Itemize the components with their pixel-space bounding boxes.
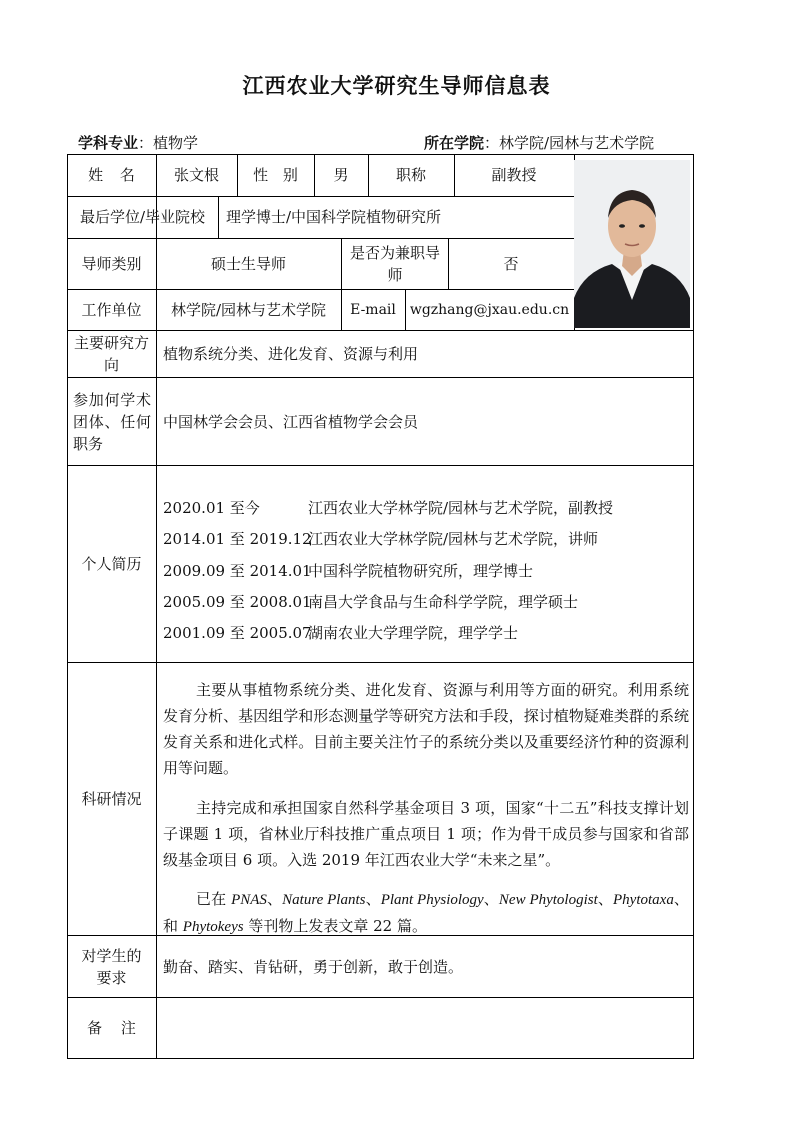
cv-desc: 江西农业大学林学院/园林与艺术学院，副教授 <box>308 499 614 517</box>
cv-label: 个人简历 <box>81 555 142 573</box>
societies-value: 中国林学会会员、江西省植物学会会员 <box>163 412 419 431</box>
work-unit-value: 林学院/园林与艺术学院 <box>170 300 327 319</box>
cv-period: 2001.09 至 2005.07 <box>163 624 312 642</box>
cv-entry <box>163 560 533 581</box>
part-time-label: 是否为兼职导师 <box>350 243 441 284</box>
cv-entry <box>163 591 578 612</box>
rule <box>67 662 694 663</box>
pub-prefix: 已在 <box>196 890 232 908</box>
journal: Phytokeys <box>182 919 244 935</box>
gender-label: 性 别 <box>253 166 298 184</box>
supervisor-type-label: 导师类别 <box>81 254 142 273</box>
degree-value: 理学博士/中国科学院植物研究所 <box>226 208 442 226</box>
journal: Phytotaxa <box>613 892 674 908</box>
cv-desc: 南昌大学食品与生命科学学院，理学硕士 <box>308 593 579 611</box>
discipline-label: 学科专业 <box>78 134 139 152</box>
email-value[interactable]: wgzhang@jxau.edu.cn <box>409 301 570 318</box>
cv-desc: 中国科学院植物研究所，理学博士 <box>308 562 534 580</box>
research-status-label: 科研情况 <box>81 790 142 808</box>
research-status-para-2: 主持完成和承担国家自然科学基金项目 3 项，国家“十二五”科技支撑计划子课题 1 项，省林业厅科技推广重点项目 1 项；作为骨干成员参与国家和省部级基金项目 6 项。入选 2019 年江西农业大学“未来之星”。 <box>163 799 689 869</box>
rule <box>67 465 694 466</box>
part-time-value: 否 <box>503 254 519 273</box>
separator: 、 <box>365 890 381 908</box>
separator: 、 <box>483 890 499 908</box>
portrait-image <box>574 160 690 328</box>
college-field <box>424 132 654 153</box>
name-label: 姓 名 <box>88 166 135 184</box>
separator: 、 <box>597 890 613 908</box>
title-value: 副教授 <box>491 166 537 184</box>
page-title: 江西农业大学研究生导师信息表 <box>242 73 551 98</box>
remarks-label: 备 注 <box>87 1019 136 1037</box>
cv-entry <box>163 497 613 518</box>
journal: Plant Physiology <box>380 892 484 908</box>
research-status-para-1: 主要从事植物系统分类、进化发育、资源与利用等方面的研究。利用系统发育分析、基因组学和形态测量学等研究方法和手段，探讨植物疑难类群的系统发育关系和进化式样。目前主要关注竹子的系统分类以及重要经济竹种的资源利用等问题。 <box>163 681 689 777</box>
cv-period: 2009.09 至 2014.01 <box>163 562 312 580</box>
discipline-field <box>78 132 198 153</box>
research-status-para-3 <box>163 886 689 940</box>
cv-period: 2020.01 至今 <box>163 499 260 517</box>
gender-value: 男 <box>333 166 349 184</box>
pub-suffix: 等刊物上发表文章 22 篇。 <box>243 917 427 935</box>
work-unit-label: 工作单位 <box>81 300 142 319</box>
cv-period: 2014.01 至 2019.12 <box>163 530 312 548</box>
journal: Nature Plants <box>282 892 366 908</box>
college-label: 所在学院 <box>424 134 485 152</box>
discipline-value: ：植物学 <box>138 134 199 152</box>
supervisor-type-value: 硕士生导师 <box>210 254 286 273</box>
rule <box>341 238 342 289</box>
student-req-label: 对学生的要求 <box>81 946 142 987</box>
college-value: ：林学院/园林与艺术学院 <box>484 134 655 152</box>
cv-entry <box>163 622 518 643</box>
journal: PNAS <box>231 892 267 908</box>
cv-entry <box>163 528 598 549</box>
cv-desc: 江西农业大学林学院/园林与艺术学院，讲师 <box>308 530 599 548</box>
separator: 、 <box>266 890 283 908</box>
profile-photo <box>574 160 690 328</box>
separator: 、 <box>673 890 689 908</box>
student-req-value: 勤奋、踏实、肯钻研，勇于创新，敢于创造。 <box>163 957 464 976</box>
cv-period: 2005.09 至 2008.01 <box>163 593 312 611</box>
research-value: 植物系统分类、进化发育、资源与利用 <box>163 345 419 363</box>
societies-label: 参加何学术团体、任何职务 <box>73 390 151 453</box>
rule <box>218 196 219 238</box>
and-word: 和 <box>163 917 183 935</box>
remarks-value <box>163 998 683 1058</box>
journal: New Phytologist <box>498 892 598 908</box>
research-label: 主要研究方向 <box>73 334 149 374</box>
title-label: 职称 <box>395 166 426 184</box>
email-label: E-mail <box>350 301 396 318</box>
cv-desc: 湖南农业大学理学院，理学学士 <box>308 624 519 642</box>
degree-label: 最后学位/毕业院校 <box>79 208 206 226</box>
name-value: 张文根 <box>173 166 219 184</box>
